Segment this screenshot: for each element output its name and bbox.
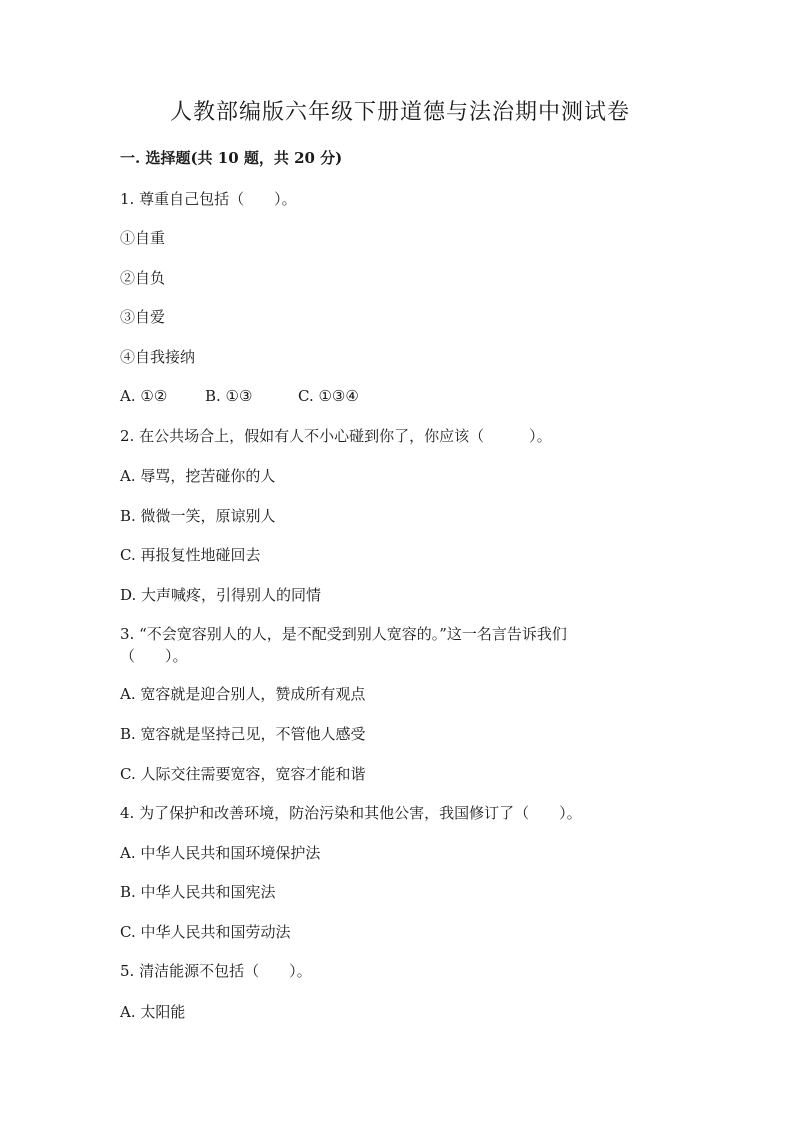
section-heading: 一. 选择题(共 10 题，共 20 分) [120, 149, 343, 167]
page-title: 人教部编版六年级下册道德与法治期中测试卷 [169, 100, 630, 125]
question-3-option-c: C. 人际交往需要宽容，宽容才能和谐 [120, 765, 366, 783]
question-5-stem: 5. 清洁能源不包括（ ）。 [120, 962, 312, 980]
question-4-option-c: C. 中华人民共和国劳动法 [120, 923, 291, 941]
question-4-option-a: A. 中华人民共和国环境保护法 [120, 844, 321, 862]
question-3-option-a: A. 宽容就是迎合别人，赞成所有观点 [120, 685, 366, 703]
question-1-option-b: B. ①③ [205, 387, 253, 405]
question-1-item-2: ②自负 [120, 269, 166, 287]
question-1-item-4: ④自我接纳 [120, 348, 196, 366]
question-2-option-a: A. 辱骂，挖苦碰你的人 [120, 467, 276, 485]
question-1-option-a: A. ①② [120, 387, 168, 405]
question-1-item-1: ①自重 [120, 229, 166, 247]
question-4-stem: 4. 为了保护和改善环境，防治污染和其他公害，我国修订了（ ）。 [120, 804, 582, 822]
question-5-option-a: A. 太阳能 [120, 1003, 186, 1021]
question-3-option-b: B. 宽容就是坚持己见，不管他人感受 [120, 725, 366, 743]
question-2-option-d: D. 大声喊疼，引得别人的同情 [120, 586, 322, 604]
question-1-stem: 1. 尊重自己包括（ ）。 [120, 190, 297, 208]
question-1-options [120, 384, 359, 408]
question-2-option-c: C. 再报复性地碰回去 [120, 546, 261, 564]
question-3-stem-line-2: （ ）。 [120, 647, 188, 665]
question-4-option-b: B. 中华人民共和国宪法 [120, 883, 276, 901]
question-1-item-3: ③自爱 [120, 308, 166, 326]
question-2-stem: 2. 在公共场合上，假如有人不小心碰到你了，你应该（ ）。 [120, 427, 552, 445]
question-1-option-c: C. ①③④ [298, 387, 359, 405]
question-2-option-b: B. 微微一笑，原谅别人 [120, 507, 276, 525]
question-3-stem-line-1: 3. “不会宽容别人的人，是不配受到别人宽容的。”这一名言告诉我们 [120, 625, 567, 643]
